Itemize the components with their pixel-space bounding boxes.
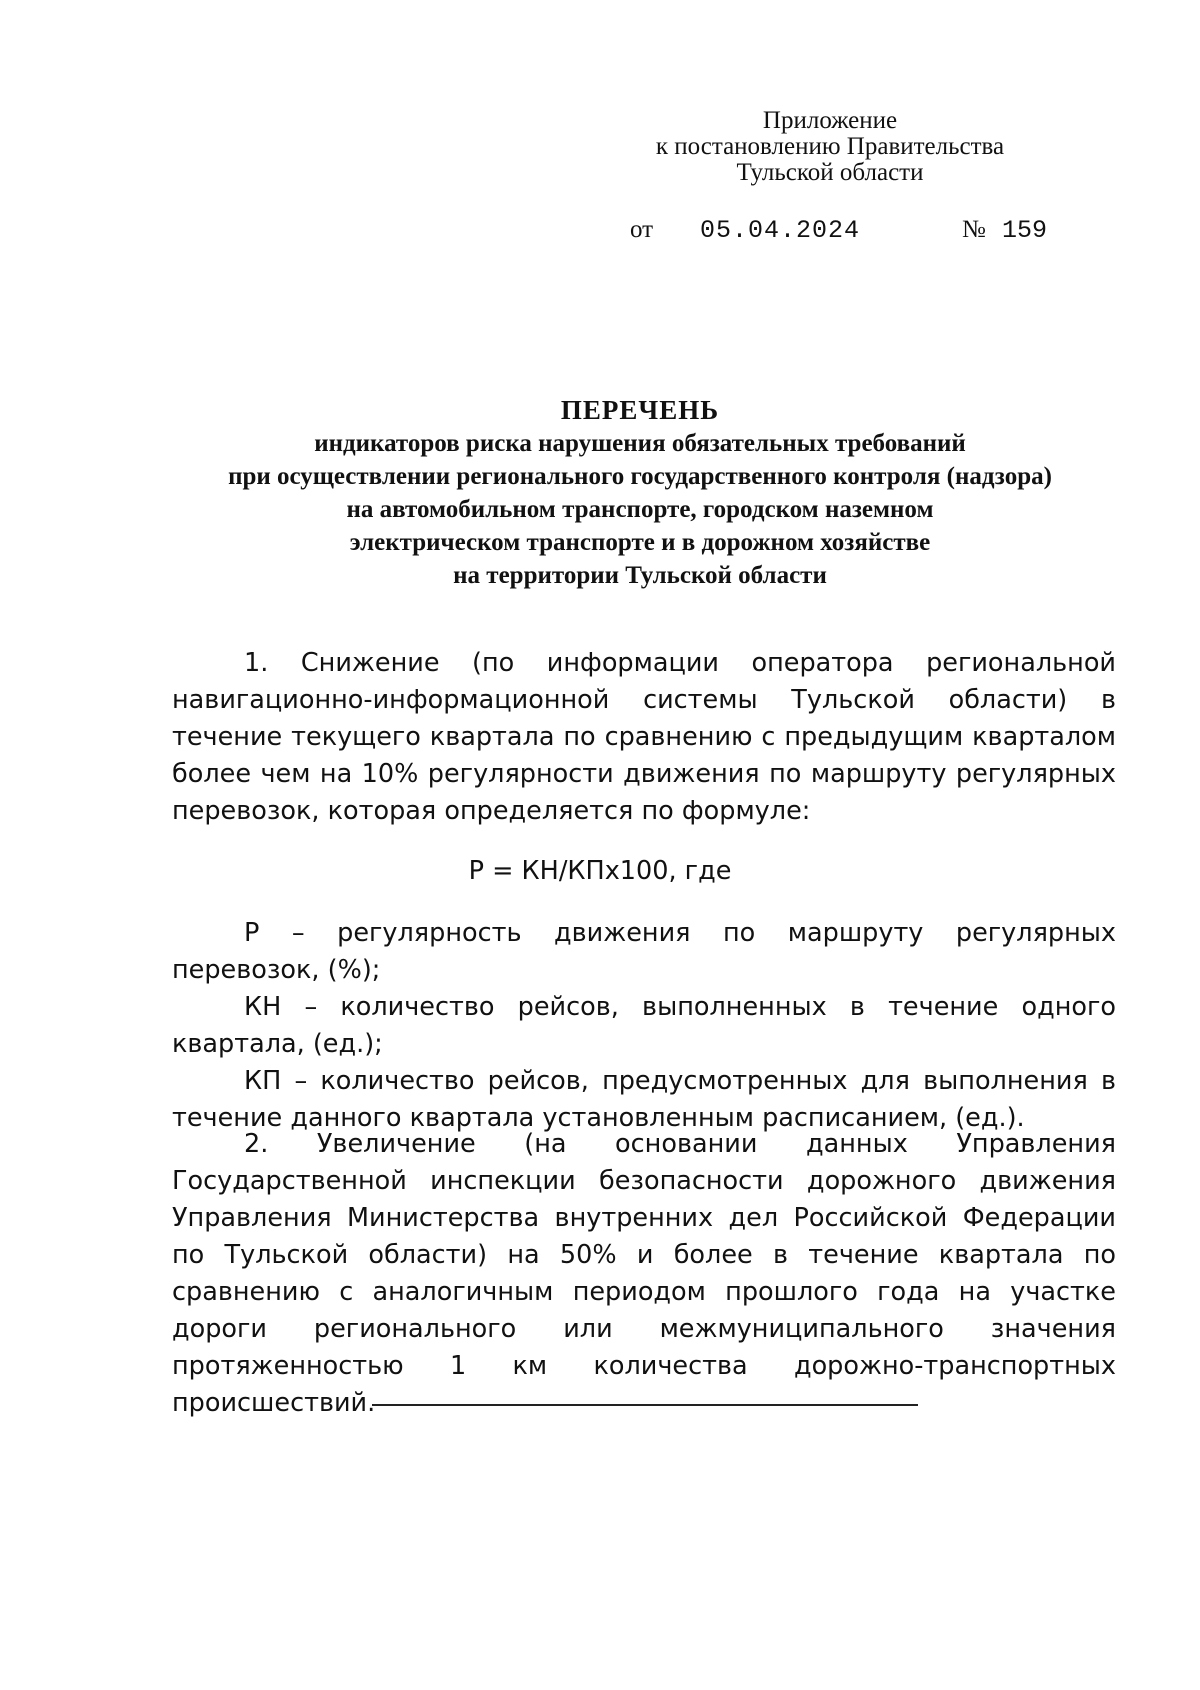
title-line-2: при осуществлении регионального государственного контроля (надзора) (228, 463, 1052, 490)
decree-from-label: от (630, 216, 654, 243)
title-line-1: индикаторов риска нарушения обязательных требований (314, 430, 966, 457)
formula-definitions (172, 915, 1116, 1137)
item-2-text: 2. Увеличение (на основании данных Управления Государственной инспекции безопасности дорожного движения Управления Министерства внутренних дел Российской Федерации по Тульской области) на 50% и более в течение квартала по сравнению с аналогичным периодом прошлого года на участке дороги регионального или межмуниципального значения протяженностью 1 км количества дорожно-транспортных происшествий. (172, 1129, 1116, 1418)
title-line-5: на территории Тульской области (453, 562, 827, 589)
title-line-3: на автомобильном транспорте, городском наземном (346, 496, 934, 523)
decree-date: 05.04.2024 (700, 216, 861, 245)
appendix-line-1: Приложение (762, 107, 898, 134)
definition-r: Р – регулярность движения по маршруту регулярных перевозок, (%); (172, 918, 1116, 985)
definition-kp: КП – количество рейсов, предусмотренных для выполнения в течение данного квартала установленным расписанием, (ед.). (172, 1066, 1116, 1133)
title-line-4: электрическом транспорте и в дорожном хозяйстве (349, 529, 931, 556)
item-2-block (172, 1126, 1116, 1422)
item-1-block (172, 645, 1116, 830)
decree-reference (0, 216, 1200, 246)
formula: Р = КН/КПх100, где (468, 856, 732, 886)
appendix-line-3: Тульской области (736, 159, 924, 186)
closing-separator-line (372, 1404, 918, 1406)
decree-number: 159 (1002, 216, 1048, 245)
definition-kn: КН – количество рейсов, выполненных в течение одного квартала, (ед.); (172, 992, 1116, 1059)
appendix-note (620, 108, 1040, 186)
item-1-text: 1. Снижение (по информации оператора региональной навигационно-информационной системы Тульской области) в течение текущего квартала по сравнению с предыдущим кварталом более чем на 10% регулярности движения по маршруту регулярных перевозок, которая определяется по формуле: (172, 648, 1116, 826)
decree-number-label: № (962, 216, 986, 243)
document-title (160, 394, 1120, 592)
appendix-line-2: к постановлению Правительства (655, 133, 1005, 160)
title-heading: ПЕРЕЧЕНЬ (560, 395, 720, 425)
